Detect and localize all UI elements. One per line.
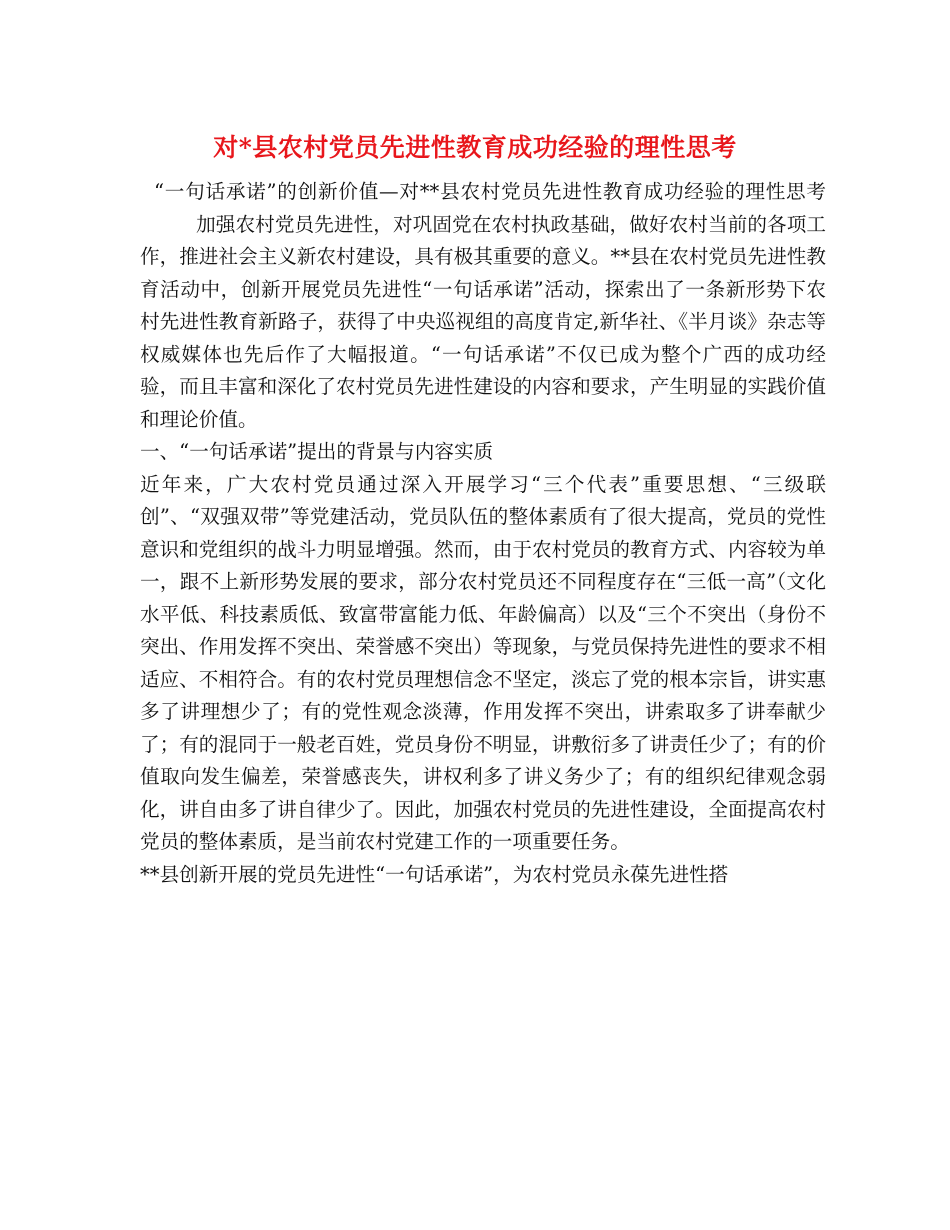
- paragraph-3: **县创新开展的党员先进性“一句话承诺”，为农村党员永葆先进性搭: [140, 862, 729, 886]
- intro-paragraph: [140, 176, 826, 436]
- document-title: 对*县农村党员先进性教育成功经验的理性思考: [213, 133, 737, 162]
- section-heading-1: 一、“一句话承诺”提出的背景与内容实质: [140, 440, 494, 463]
- paragraph-2: 近年来，广大农村党员通过深入开展学习“三个代表”重要思想、“三级联创”、“双强双带”等党建活动，党员队伍的整体素质有了很大提高，党员的党性意识和党组织的战斗力明显增强。然而，由于农村党员的教育方式、内容较为单一，跟不上新形势发展的要求，部分农村党员还不同程度存在“三低一高”（文化水平低、科技素质低、致富带富能力低、年龄偏高）以及“三个不突出（身份不突出、作用发挥不突出、荣誉感不突出）等现象，与党员保持先进性的要求不相适应、不相符合。有的农村党员理想信念不坚定，淡忘了党的根本宗旨，讲实惠多了讲理想少了；有的党性观念淡薄，作用发挥不突出，讲索取多了讲奉献少了；有的混同于一般老百姓，党员身份不明显，讲敷衍多了讲责任少了；有的价值取向发生偏差，荣誉感丧失，讲权利多了讲义务少了；有的组织纪律观念弱化，讲自由多了讲自律少了。因此，加强农村党员的先进性建设，全面提高农村党员的整体素质，是当前农村党建工作的一项重要任务。: [140, 472, 826, 853]
- intro-heading: “一句话承诺”的创新价值—对**县农村党员先进性教育成功经验的理性思考: [154, 180, 826, 203]
- document-body: [140, 176, 826, 891]
- paragraph-1: 加强农村党员先进性，对巩固党在农村执政基础，做好农村当前的各项工作，推进社会主义新农村建设，具有极其重要的意义。**县在农村党员先进性教育活动中，创新开展党员先进性“一句话承诺”活动，探索出了一条新形势下农村先进性教育新路子，获得了中央巡视组的高度肯定,新华社、《半月谈》杂志等权威媒体也先后作了大幅报道。“一句话承诺”不仅已成为整个广西的成功经验，而且丰富和深化了农村党员先进性建设的内容和要求，产生明显的实践价值和理论价值。: [140, 212, 826, 431]
